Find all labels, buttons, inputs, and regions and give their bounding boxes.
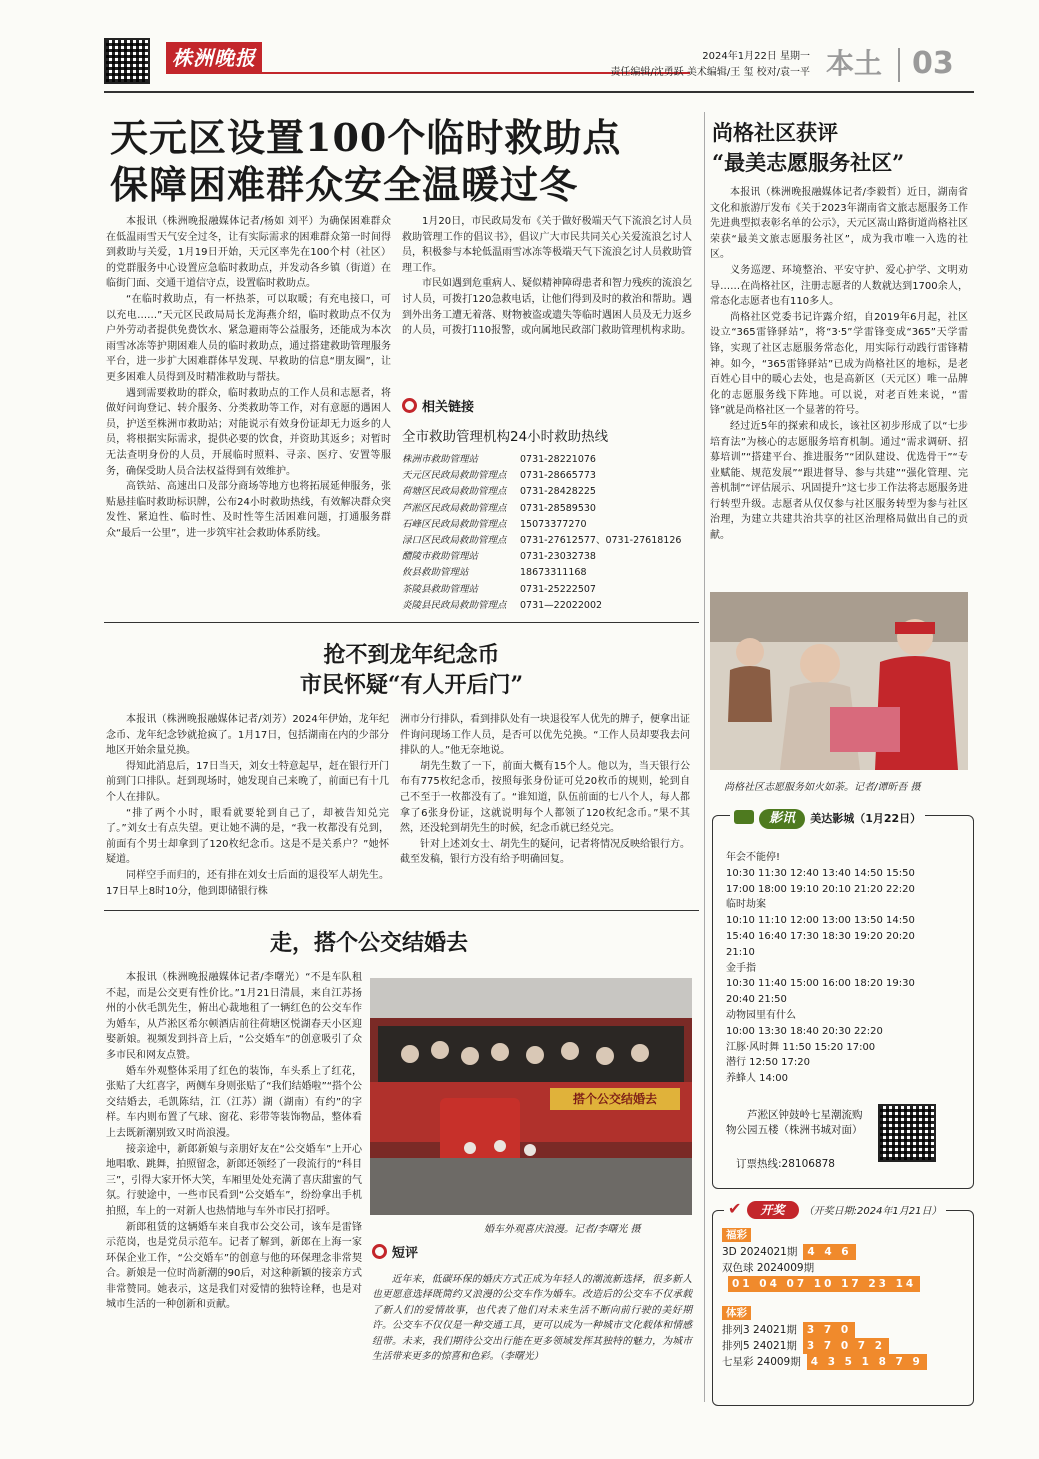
hotline-name: 炎陵县民政局救助管理点 <box>402 599 507 611</box>
masthead-date: 2024年1月22日 星期一 <box>702 51 810 62</box>
lottery-date: （开奖日期:2024年1月21日） <box>803 1206 942 1217</box>
masthead-editors: 责任编辑/沈勇跃 美术编辑/王 玺 校对/袁一平 <box>610 67 810 78</box>
lottery-name: 七星彩 24009期 <box>722 1356 801 1368</box>
showtime-row: 15:40 16:40 17:30 18:30 19:20 20:20 <box>726 930 915 942</box>
story1-paragraph: “在临时救助点，有一杯热茶，可以取暖；有充电接口，可以充电……”天元区民政局局长龙海燕介绍，临时救助点不仅为户外劳动者提供免费饮水、紧急避雨等公益服务，还能成为本次雨雪冰冻等护期困难人员的临时救助点，通过搭建救助管理服务平台，进一步扩大困难群体早发现、早救助的信息“朋友圈”，让更多困难人员得到及时精准救助与帮扶。 <box>106 293 391 383</box>
hotline-name: 渌口区民政局救助管理点 <box>402 535 507 547</box>
story3-paragraph: 新郎租赁的这辆婚车来自我市公交公司，该车是雷锋示范岗，也是党员示范车。记者了解到，新郎在上海一家环保企业工作，“公交婚车”的创意与他的环保理念非常契合。新娘是一位时尚新潮的90后，对这种新颖的接亲方式非常赞同。她表示，这是我们对爱情的独特诠释，也是对城市生活的一种创新和贡献。 <box>106 1221 362 1311</box>
movie-title: 临时劫案 <box>726 899 766 911</box>
story3-paragraph: 婚车外观整体采用了红色的装饰，车头系上了红花，张贴了大红喜字，两侧车身则张贴了“我们结婚啦”“搭个公交结婚去，毛凯陈结，江（江苏）湖（湖南）有约”的字样。车内则布置了气球、窗花、彩带等装饰物品，整体看上去既新潮别致又时尚浪漫。 <box>106 1065 362 1139</box>
lottery-row <box>722 1338 927 1354</box>
hotline-phone: 0731-28665773 <box>520 470 596 482</box>
story1-headline-line1: 天元区设置100个临时救助点 <box>110 115 622 160</box>
story2-paragraph: 同样空手而归的，还有排在刘女士后面的退役军人胡先生。17日早上8时10分，他到即储银行株 <box>106 869 389 897</box>
hotline-row <box>402 598 697 614</box>
masthead-qr-code <box>104 38 150 84</box>
page-number: 03 <box>912 46 954 81</box>
story4-paragraph: 本报讯（株洲晚报融媒体记者/李毅哲）近日，湖南省文化和旅游厅发布《关于2023年湖南省文旅志愿服务工作先进典型拟表彰名单的公示》，天元区嵩山路街道尚格社区荣获“最美文旅志愿服务社区”，成为我市唯一入选的社区。 <box>710 187 968 261</box>
movie-title: 金手指 <box>726 962 756 974</box>
story3-top-rule <box>104 910 699 911</box>
story1-paragraph: 1月20日，市民政局发布《关于做好极端天气下流浪乞讨人员救助管理工作的倡议书》，倡议广大市民共同关心关爱流浪乞讨人员，积极参与本轮低温雨雪冰冻等极端天气下流浪乞讨人员救助管理工作。 <box>402 216 692 274</box>
lottery-name: 排列5 24021期 <box>722 1340 797 1352</box>
story1-paragraph: 遇到需要救助的群众，临时救助点的工作人员和志愿者，将做好问询登记、转介服务、分类救助等工作，对有意愿的遇困人员，护送至株洲市救助站；对能说示有效身份证却无力返乡的人员，将根据实际需求，提供必要的饮食，并资助其返乡；对暂时无法查明身份的人员，开展临时照料、寻亲、医疗、安置等服务，确保受助人员合法权益得到有效维护。 <box>106 387 391 477</box>
hotline-phone: 0731-28428225 <box>520 486 596 498</box>
story2-paragraph: 本报讯（株洲晚报融媒体记者/刘芳）2024年伊始，龙年纪念币、龙年纪念钞就抢疯了。1月17日，包括湖南在内的少部分地区开始余量兑换。 <box>106 714 389 757</box>
commentary-heading <box>372 1244 418 1263</box>
hotline-name: 天元区民政局救助管理点 <box>402 470 507 482</box>
sports-results <box>722 1322 927 1370</box>
story3-headline: 走，搭个公交结婚去 <box>270 930 469 956</box>
lottery-header <box>724 1198 946 1220</box>
hotline-phone: 15073377270 <box>520 518 587 530</box>
bus-banner-text: 搭个公交结婚去 <box>572 1092 657 1106</box>
checkmark-icon: ✔ <box>728 1199 742 1218</box>
related-link-heading <box>402 398 474 417</box>
hotline-row <box>402 582 697 598</box>
lottery-numbers: 01 04 07 10 17 23 14 <box>728 1276 920 1292</box>
story2-headline <box>104 640 699 700</box>
hotline-name: 醴陵市救助管理站 <box>402 551 479 563</box>
cinema-header <box>730 805 925 829</box>
hotline-phone: 0731—22022002 <box>520 599 603 611</box>
story1-col2 <box>402 214 692 339</box>
lottery-row <box>722 1276 920 1292</box>
story2-paragraph: “排了两个小时，眼看就要轮到自己了，却被告知兑完了。”刘女士有点失望。更让她不满的是，“我一枚都没有兑到，前面有个男士却拿到了120枚纪念币。这是不是关系户？”她怀疑道。 <box>106 807 389 866</box>
story3-col <box>106 970 362 1313</box>
story2-top-rule <box>104 622 699 623</box>
hotline-title: 全市救助管理机构24小时救助热线 <box>402 429 609 445</box>
movie-title: 潜行 12:50 17:20 <box>726 1057 810 1069</box>
movie-title: 动物园里有什么 <box>726 1009 796 1021</box>
hotline-row <box>402 501 697 517</box>
lottery-numbers: 4 4 6 <box>803 1244 855 1260</box>
lottery-row <box>722 1354 927 1370</box>
showtime-row: 20:40 21:50 <box>726 994 787 1006</box>
lottery-badge: 开奖 <box>747 1201 799 1219</box>
cinema-qr-code <box>878 1104 936 1162</box>
cinema-badge: 影讯 <box>759 809 805 829</box>
showtime-row: 10:10 11:10 12:00 13:00 13:50 14:50 <box>726 915 915 927</box>
lottery-name: 排列3 24021期 <box>722 1324 797 1336</box>
story1-headline-line2: 保障困难群众安全温暖过冬 <box>110 162 579 207</box>
story4-paragraph: 义务巡逻、环境整治、平安守护、爱心护学、文明劝导……在尚格社区，注册志愿者的人数就达到1700余人，常态化志愿者也有110多人。 <box>710 264 968 308</box>
lottery-name: 3D 2024021期 <box>722 1246 798 1258</box>
masthead-logo: 株洲晚报 <box>166 42 262 74</box>
story4-paragraph: 经过近5年的探索和成长，该社区初步形成了以“七步培育法”为核心的志愿服务培育机制。通过“需求调研、招募培训”“搭建平台、推进服务”“团队建设、优选骨干”“专业赋能、规范发展”“跟进督导、参与共建”“强化管理、完善机制”“评估展示、巩固提升”这七步工作法将志愿服务进行转型升级。志愿者从仅仅参与社区服务转型为参与社区治理，为建立共建共治共享的社区治理格局做出自己的贡献。 <box>710 420 968 542</box>
commentary-body: 近年来，低碳环保的婚庆方式正成为年轻人的潮流新选择，很多新人也更愿意选择既简约又浪漫的公交车作为婚车。改造后的公交车不仅承载了新人们的爱情故事，也代表了他们对未来生活不断向前行驶的美好期许。公交车不仅仅是一种交通工具，更可以成为一种城市文化载体和情感纽带。未来，我们期待公交出行能在更多领域发挥其独特的魅力，为城市生活带来更多的惊喜和色彩。（李曙光） <box>372 1274 692 1363</box>
story1-col1 <box>106 214 391 541</box>
movie-title: 养蜂人 14:00 <box>726 1073 788 1085</box>
section-label: 本土 <box>826 47 883 80</box>
cinema-name: 美达影城（1月22日） <box>810 812 922 825</box>
movie-title: 江豚·风时舞 11:50 15:20 17:00 <box>726 1041 876 1053</box>
cinema-schedule <box>726 850 966 1087</box>
hotline-phone: 0731-23032738 <box>520 551 596 563</box>
cinema-address: 芦淞区钟鼓岭七星潮流购物公园五楼（株洲书城对面） <box>726 1109 863 1136</box>
volunteer-photo-caption: 尚格社区志愿服务如火如荼。记者/谭昕吾 摄 <box>724 782 921 793</box>
hotline-name: 芦淞区民政局救助管理点 <box>402 502 507 514</box>
lottery-numbers: 3 7 0 7 2 <box>803 1338 889 1354</box>
lottery-numbers: 3 7 0 <box>803 1322 855 1338</box>
welfare-results <box>722 1244 920 1292</box>
bullet-ring-icon <box>402 398 417 413</box>
story2-headline-line2: 市民怀疑“有人开后门” <box>299 672 524 698</box>
masthead-rule <box>104 91 974 93</box>
commentary-label: 短评 <box>392 1246 419 1261</box>
lottery-row <box>722 1260 920 1276</box>
story1-paragraph: 高铁站、高速出口及部分商场等地方也将拓展延伸服务，张贴悬挂临时救助标识牌，公布24小时救助热线，有效解决群众突发性、紧迫性、临时性、及时性等生活困难问题，打通服务群众“最后一公里”，进一步筑牢社会救助体系防线。 <box>106 481 391 539</box>
story4-body <box>710 185 968 544</box>
hotline-phone: 0731-27612577、0731-27618126 <box>520 535 682 547</box>
showtime-row: 21:10 <box>726 946 755 958</box>
cinema-phone: 订票热线:28106878 <box>736 1158 835 1170</box>
hotline-name: 石峰区民政局救助管理点 <box>402 518 507 530</box>
showtime-row: 10:30 11:30 12:40 13:40 14:50 15:50 <box>726 867 915 879</box>
story2-col2 <box>400 712 690 868</box>
hotline-phone: 0731-28589530 <box>520 502 596 514</box>
hotline-name: 株洲市救助管理站 <box>402 454 479 465</box>
story2-col1 <box>106 712 389 899</box>
hotline-row <box>402 565 697 581</box>
hotline-name: 攸县救助管理站 <box>402 567 469 579</box>
hotline-list <box>402 452 697 614</box>
hotline-row <box>402 517 697 533</box>
hotline-row <box>402 549 697 565</box>
lottery-row <box>722 1244 920 1260</box>
story4-paragraph: 尚格社区党委书记许露介绍，自2019年6月起，社区设立“365雷锋驿站”，将“3·5”学雷锋变成“365”天学雷锋，实现了社区志愿服务常态化，用实际行动践行雷锋精神。如今，“365雷锋驿站”已成为尚格社区的地标，是老百姓心目中的暖心去处，也是高新区（天元区）唯一品牌化的志愿服务线下阵地。可以说，对老百姓来说，“雷锋”就是尚格社区一个显著的符号。 <box>710 311 968 417</box>
story4-headline <box>712 118 977 178</box>
showtime-row: 10:00 13:30 18:40 20:30 22:20 <box>726 1025 883 1037</box>
story3-paragraph: 本报讯（株洲晚报融媒体记者/李曙光）“不是车队租不起，而是公交更有性价比。”1月21日清晨，来自江苏扬州的小伙毛凯先生，俯出心裁地租了一辆红色的公交车作为婚车，从芦淞区希尔顿酒店前往荷塘区悦湖春天小区迎娶新娘。视频发到抖音上后，“公交婚车”的创意吸引了众多市民和网友点赞。 <box>106 972 362 1061</box>
hotline-phone: 0731-25222507 <box>520 583 596 595</box>
movie-title: 年会不能停! <box>726 852 781 863</box>
story1-headline <box>110 114 690 208</box>
hotline-row <box>402 452 697 468</box>
section-divider <box>898 48 900 82</box>
showtime-row: 17:00 18:00 19:10 20:10 21:20 22:20 <box>726 883 915 895</box>
sports-label: 体彩 <box>722 1306 751 1320</box>
volunteer-illustration <box>710 592 968 770</box>
story2-paragraph: 得知此消息后，17日当天，刘女士特意起早，赶在银行开门前到门口排队。赶到现场时，她发现自己来晚了，前面已有十几个人在排队。 <box>106 760 389 803</box>
column-divider <box>704 112 705 1402</box>
story2-headline-line1: 抢不到龙年纪念币 <box>323 642 500 668</box>
hotline-row <box>402 484 697 500</box>
related-link-label: 相关链接 <box>422 400 475 415</box>
film-camera-icon <box>734 810 754 824</box>
hotline-row <box>402 468 697 484</box>
wedding-bus-photo <box>370 978 692 1215</box>
hotline-name: 荷塘区民政局救助管理点 <box>402 486 507 498</box>
bullet-ring-icon <box>372 1244 387 1259</box>
story4-headline-line2: “最美志愿服务社区” <box>712 150 905 175</box>
story2-paragraph: 洲市分行排队，看到排队处有一块退役军人优先的牌子，便拿出证件询问现场工作人员，是否可以优先兑换。“工作人员却要我去问排队的人。”他无奈地说。 <box>400 714 690 757</box>
lottery-numbers: 4 3 5 1 8 7 9 <box>807 1354 927 1370</box>
hotline-row <box>402 533 697 549</box>
story2-paragraph: 针对上述刘女士、胡先生的疑问，记者将情况反映给银行方。截至发稿，银行方没有给予明确回复。 <box>400 838 690 866</box>
hotline-phone: 0731-28221076 <box>520 454 596 465</box>
story1-paragraph: 本报讯（株洲晚报融媒体记者/杨如 刘平）为确保困难群众在低温雨雪天气安全过冬，让有实际需求的困难群众第一时间得到救助与关爱，1月19日开始，天元区率先在100个村（社区）的党群服务中心设置应急临时救助点，并发动各乡镇（街道）在临街门面、交通干道信守点，设置临时救助点。 <box>106 216 391 290</box>
wedding-photo-caption: 婚车外观喜庆浪漫。记者/李曙光 摄 <box>484 1224 641 1235</box>
hotline-name: 茶陵县救助管理站 <box>402 583 479 595</box>
hotline-phone: 18673311168 <box>520 567 587 579</box>
volunteer-photo <box>710 592 968 770</box>
story1-paragraph: 市民如遇到危重病人、疑似精神障碍患者和智力残疾的流浪乞讨人员，可拨打120急救电话，让他们得到及时的救治和帮助。遇到外出务工遭无着落、财物被盗或遗失等临时遇困人员及无力返乡的人员，可拨打110报警，或向属地民政部门救助管理机构求助。 <box>402 278 692 337</box>
story2-paragraph: 胡先生数了一下，前面大概有15个人。他以为，当天银行公布有775枚纪念币，按照每张身份证可兑20枚币的规则，轮到自己不至于一枚都没有了。“谁知道，队伍前面的七八个人，每人都拿了6张身份证，这就说明每个人都领了120枚纪念币。”果不其然，还没轮到胡先生的时候，纪念币就已经兑完。 <box>400 760 690 835</box>
welfare-label: 福彩 <box>722 1228 751 1242</box>
lottery-name: 双色球 2024009期 <box>722 1262 815 1274</box>
showtime-row: 10:30 11:40 15:00 16:00 18:20 19:30 <box>726 978 915 990</box>
story3-paragraph: 接亲途中，新郎新娘与亲朋好友在“公交婚车”上开心地唱歌、跳舞，拍照留念，新郎还领经了一段流行的“科目三”，引得大家开怀大笑，车厢里处处充满了喜庆甜蜜的气氛。行驶途中，一些市民看到“公交婚车”，纷纷拿出手机拍照，车上的一对新人也热情地与车外市民打招呼。 <box>106 1143 362 1217</box>
story4-headline-line1: 尚格社区获评 <box>712 120 838 145</box>
lottery-box <box>712 1210 974 1406</box>
lottery-row <box>722 1322 927 1338</box>
